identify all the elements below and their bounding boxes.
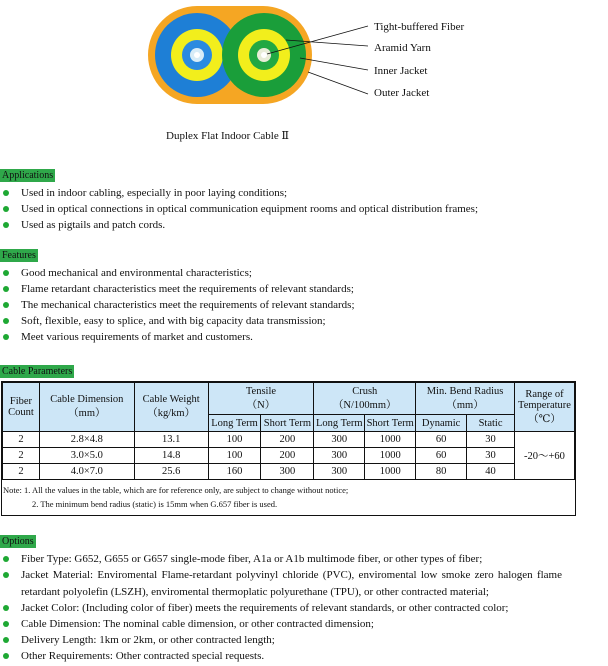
bullet-icon (3, 334, 9, 340)
table-cell: 25.6 (134, 464, 208, 480)
th-bend-static: Static (467, 415, 515, 432)
bullet-icon (3, 621, 9, 627)
table-cell: 100 (208, 448, 261, 464)
list-item-text: Other Requirements: Other contracted special requests. (21, 650, 265, 662)
applications-list (0, 185, 600, 233)
list-item-text: Fiber Type: G652, G655 or G657 single-mode fiber, A1a or A1b multimode fiber, or other types of fiber; (21, 553, 483, 565)
bullet-icon (3, 302, 9, 308)
right-fiber-core (261, 52, 267, 58)
th-fiber-count: Fiber Count (3, 383, 40, 432)
th-cable-weight: Cable Weight （kg/km） (134, 383, 208, 432)
table-cell: 80 (416, 464, 467, 480)
table-cell: 30 (467, 448, 515, 464)
table-cell: 100 (208, 432, 261, 448)
callout-tight-buffered-fiber: Tight-buffered Fiber (374, 21, 465, 33)
list-item-text: Jacket Material: Enviromental Flame-retardant polyvinyl chloride (PVC), enviromental low smoke zero halogen flame retardant polyolefin (LSZH), enviromental thermoplatic polyurethane (TPU), or other contracted material; (21, 569, 562, 598)
table-cell: 300 (261, 464, 314, 480)
callout-inner-jacket: Inner Jacket (374, 65, 428, 77)
list-item-text: Used in optical connections in optical communication equipment rooms and optical distribution frames; (21, 203, 479, 215)
table-row (3, 464, 575, 480)
list-item (0, 551, 600, 567)
table-note-2: 2. The minimum bend radius (static) is 15mm when G.657 fiber is used. (32, 499, 278, 509)
th-temperature: Range of Temperature （℃） (514, 383, 574, 432)
list-item (0, 265, 600, 281)
table-cell: 200 (261, 432, 314, 448)
th-crush-long: Long Term (314, 415, 365, 432)
bullet-icon (3, 653, 9, 659)
th-crush-short: Short Term (365, 415, 416, 432)
bullet-icon (3, 270, 9, 276)
parameters-table-frame (1, 381, 576, 516)
table-cell: 2 (3, 464, 40, 480)
list-item-text: The mechanical characteristics meet the requirements of relevant standards; (21, 299, 355, 311)
list-item-text: Jacket Color: (Including color of fiber) meets the requirements of relevant standards, or other contracted color; (21, 602, 509, 614)
table-cell: 300 (314, 432, 365, 448)
leader-line-outer (308, 72, 368, 94)
table-cell: 40 (467, 464, 515, 480)
table-cell: 13.1 (134, 432, 208, 448)
bullet-icon (3, 318, 9, 324)
table-cell: 300 (314, 448, 365, 464)
bullet-icon (3, 206, 9, 212)
bullet-icon (3, 556, 9, 562)
diagram-caption: Duplex Flat Indoor Cable Ⅱ (166, 130, 289, 142)
list-item-text: Soft, flexible, easy to splice, and with big capacity data transmission; (21, 315, 326, 327)
callout-aramid-yarn: Aramid Yarn (374, 42, 431, 54)
table-note-1: Note: 1. All the values in the table, which are for reference only, are subject to change without notice; (3, 485, 349, 495)
bullet-icon (3, 286, 9, 292)
bullet-icon (3, 222, 9, 228)
list-item (0, 217, 600, 233)
table-cell: 1000 (365, 432, 416, 448)
list-item (0, 281, 600, 297)
list-item-text: Cable Dimension: The nominal cable dimension, or other contracted dimension; (21, 618, 374, 630)
th-bend-radius: Min. Bend Radius （mm） (416, 383, 515, 415)
table-cell: 200 (261, 448, 314, 464)
list-item (0, 201, 600, 217)
features-list (0, 265, 600, 345)
th-tensile-long: Long Term (208, 415, 261, 432)
table-cell: 2.8×4.8 (39, 432, 134, 448)
table-cell: 2 (3, 432, 40, 448)
list-item (0, 329, 600, 345)
list-item (0, 600, 600, 616)
parameters-heading: Cable Parameters (2, 366, 73, 377)
table-cell: 2 (3, 448, 40, 464)
th-bend-dynamic: Dynamic (416, 415, 467, 432)
list-item-text: Good mechanical and environmental characteristics; (21, 267, 252, 279)
list-item (0, 185, 600, 201)
options-list (0, 551, 600, 664)
features-heading: Features (2, 250, 36, 261)
table-cell: 60 (416, 432, 467, 448)
list-item (0, 297, 600, 313)
temperature-cell: -20～+60 (514, 432, 574, 480)
list-item-text: Used in indoor cabling, especially in poor laying conditions; (21, 187, 288, 199)
options-heading: Options (2, 536, 34, 547)
list-item (0, 313, 600, 329)
table-cell: 30 (467, 432, 515, 448)
list-item-text: Used as pigtails and patch cords. (21, 219, 166, 231)
list-item (0, 648, 600, 664)
bullet-icon (3, 572, 9, 578)
applications-heading: Applications (2, 170, 54, 181)
table-row (3, 448, 575, 464)
list-item (0, 616, 600, 632)
parameters-table (2, 382, 575, 480)
th-tensile-short: Short Term (261, 415, 314, 432)
bullet-icon (3, 605, 9, 611)
table-cell: 1000 (365, 448, 416, 464)
th-crush: Crush （N/100mm） (314, 383, 416, 415)
list-item (0, 567, 600, 600)
table-cell: 60 (416, 448, 467, 464)
list-item-text: Flame retardant characteristics meet the requirements of relevant standards; (21, 283, 354, 295)
table-cell: 4.0×7.0 (39, 464, 134, 480)
list-item (0, 632, 600, 648)
bullet-icon (3, 637, 9, 643)
table-cell: 3.0×5.0 (39, 448, 134, 464)
table-cell: 1000 (365, 464, 416, 480)
list-item-text: Delivery Length: 1km or 2km, or other contracted length; (21, 634, 275, 646)
list-item-text: Meet various requirements of market and customers. (21, 331, 253, 343)
left-fiber-core (194, 52, 200, 58)
table-cell: 300 (314, 464, 365, 480)
th-cable-dimension: Cable Dimension （mm） (39, 383, 134, 432)
callout-outer-jacket: Outer Jacket (374, 87, 430, 99)
th-tensile: Tensile （N） (208, 383, 314, 415)
table-row (3, 432, 575, 448)
table-cell: 160 (208, 464, 261, 480)
table-cell: 14.8 (134, 448, 208, 464)
bullet-icon (3, 190, 9, 196)
